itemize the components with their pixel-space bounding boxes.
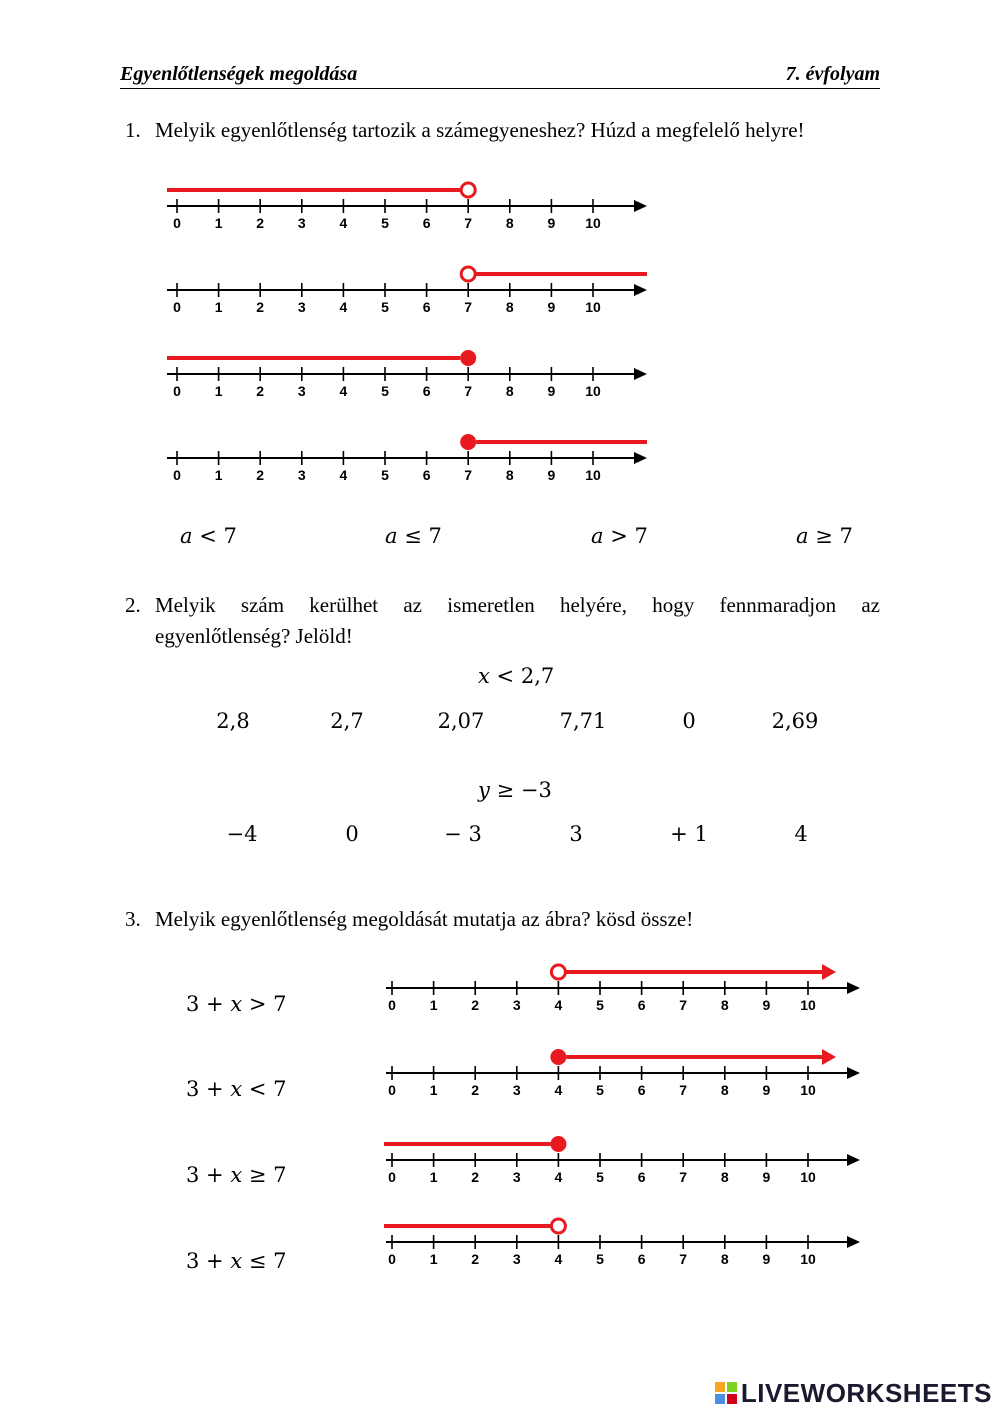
answer-var: a xyxy=(591,524,604,548)
option[interactable]: + 1 xyxy=(670,822,708,846)
tick-label: 10 xyxy=(800,997,816,1013)
ineq-var: x xyxy=(230,1249,243,1273)
ineq-val: 7 xyxy=(273,1249,287,1273)
ineq-left: 3 + xyxy=(186,1077,231,1101)
tick-label: 9 xyxy=(762,1251,771,1267)
tick-label: 0 xyxy=(173,215,181,231)
tick-label: 4 xyxy=(554,1169,563,1185)
q3-ineq-ge[interactable] xyxy=(186,1163,286,1187)
tick-label: 5 xyxy=(596,1082,604,1098)
q2-inequality-x xyxy=(478,664,554,688)
ineq-var: x xyxy=(478,664,490,688)
tick-label: 9 xyxy=(547,215,556,231)
number-line xyxy=(384,1219,860,1267)
tick-label: 8 xyxy=(505,299,514,315)
closed-point-icon xyxy=(460,434,476,450)
tick-label: 7 xyxy=(679,997,688,1013)
tick-label: 2 xyxy=(256,383,265,399)
tick-label: 9 xyxy=(547,467,556,483)
ineq-left: 3 + xyxy=(186,992,231,1016)
number-line xyxy=(384,1136,860,1185)
tick-label: 4 xyxy=(339,467,348,483)
tick-label: 6 xyxy=(637,1251,646,1267)
answer-var: a xyxy=(796,524,809,548)
number-line xyxy=(167,267,647,315)
tick-label: 1 xyxy=(429,1169,438,1185)
tick-label: 4 xyxy=(339,299,348,315)
open-point-icon xyxy=(551,1219,565,1233)
tick-label: 4 xyxy=(339,383,348,399)
answer-op: < xyxy=(199,524,217,548)
tick-label: 4 xyxy=(554,997,563,1013)
tick-label: 5 xyxy=(596,1251,604,1267)
tick-label: 8 xyxy=(720,997,729,1013)
tick-label: 3 xyxy=(512,1251,521,1267)
tick-label: 3 xyxy=(512,1169,521,1185)
tick-label: 0 xyxy=(173,467,181,483)
axis-arrow-icon xyxy=(634,200,647,212)
answer-var: a xyxy=(385,524,398,548)
tick-label: 8 xyxy=(505,383,514,399)
tick-label: 3 xyxy=(297,215,306,231)
tick-label: 10 xyxy=(585,383,601,399)
tick-label: 9 xyxy=(547,299,556,315)
option[interactable]: 2,7 xyxy=(330,709,364,733)
tick-label: 5 xyxy=(381,467,389,483)
tick-label: 0 xyxy=(173,299,181,315)
tick-label: 9 xyxy=(762,1082,771,1098)
tick-label: 7 xyxy=(679,1251,688,1267)
option[interactable]: − 3 xyxy=(444,822,482,846)
option[interactable]: −4 xyxy=(226,822,258,846)
ineq-var: x xyxy=(230,992,243,1016)
option[interactable]: 0 xyxy=(682,709,696,733)
tick-label: 4 xyxy=(554,1082,563,1098)
answer-val: 7 xyxy=(428,524,442,548)
tick-label: 5 xyxy=(596,997,604,1013)
closed-point-icon xyxy=(550,1136,566,1152)
q2-text-line2: egyenlőtlenség? Jelöld! xyxy=(155,624,353,648)
tick-label: 8 xyxy=(720,1082,729,1098)
tick-label: 7 xyxy=(464,215,473,231)
closed-point-icon xyxy=(550,1049,566,1065)
tick-label: 9 xyxy=(547,383,556,399)
tick-label: 5 xyxy=(381,383,389,399)
tick-label: 10 xyxy=(800,1251,816,1267)
tick-label: 4 xyxy=(339,215,348,231)
tick-label: 0 xyxy=(388,1169,396,1185)
q3-number: 3. xyxy=(125,907,141,931)
option[interactable]: 4 xyxy=(794,822,808,846)
ineq-var: y xyxy=(478,778,490,802)
axis-arrow-icon xyxy=(634,368,647,380)
ray-arrow-icon xyxy=(822,1049,836,1065)
tick-label: 1 xyxy=(429,1251,438,1267)
answer-op: ≥ xyxy=(815,524,833,548)
ineq-val: 7 xyxy=(273,1077,287,1101)
tick-label: 0 xyxy=(388,1082,396,1098)
option[interactable]: 3 xyxy=(569,822,583,846)
axis-arrow-icon xyxy=(634,452,647,464)
ineq-var: x xyxy=(230,1163,243,1187)
option[interactable]: 2,07 xyxy=(437,709,485,733)
number-line xyxy=(167,183,647,231)
tick-label: 1 xyxy=(429,997,438,1013)
tick-label: 1 xyxy=(429,1082,438,1098)
q3-ineq-gt[interactable] xyxy=(186,992,286,1016)
tick-label: 1 xyxy=(214,383,223,399)
tick-label: 10 xyxy=(800,1082,816,1098)
ineq-val: 7 xyxy=(273,1163,287,1187)
tick-label: 10 xyxy=(585,215,601,231)
tick-label: 0 xyxy=(173,383,181,399)
ineq-val: 7 xyxy=(273,992,287,1016)
q3-number-lines xyxy=(370,950,870,1280)
tick-label: 8 xyxy=(720,1169,729,1185)
tick-label: 5 xyxy=(381,215,389,231)
open-point-icon xyxy=(551,965,565,979)
worksheet-title: Egyenlőtlenségek megoldása xyxy=(120,63,358,85)
grade-label: 7. évfolyam xyxy=(785,63,880,85)
ineq-op: ≥ xyxy=(496,778,515,802)
page-header xyxy=(120,60,880,89)
answer-a-gt-7[interactable] xyxy=(591,524,648,548)
answer-val: 7 xyxy=(223,524,237,548)
ineq-op: ≤ xyxy=(242,1249,274,1273)
brand-name: LIVEWORKSHEETS xyxy=(740,1377,992,1408)
axis-arrow-icon xyxy=(847,1067,860,1079)
q3-ineq-le[interactable] xyxy=(186,1249,286,1273)
option[interactable]: 0 xyxy=(345,822,359,846)
tick-label: 1 xyxy=(214,299,223,315)
tick-label: 7 xyxy=(464,383,473,399)
tick-label: 6 xyxy=(422,299,431,315)
ineq-left: 3 + xyxy=(186,1163,231,1187)
tick-label: 10 xyxy=(800,1169,816,1185)
tick-label: 4 xyxy=(554,1251,563,1267)
number-line xyxy=(167,350,647,399)
tick-label: 8 xyxy=(505,467,514,483)
closed-point-icon xyxy=(460,350,476,366)
answer-a-le-7[interactable] xyxy=(385,524,442,548)
tick-label: 7 xyxy=(464,467,473,483)
tick-label: 6 xyxy=(637,997,646,1013)
tick-label: 0 xyxy=(388,1251,396,1267)
tick-label: 5 xyxy=(381,299,389,315)
number-line xyxy=(167,434,647,483)
q3-ineq-lt[interactable] xyxy=(186,1077,286,1101)
answer-a-lt-7[interactable] xyxy=(180,524,237,548)
option[interactable]: 2,8 xyxy=(216,709,250,733)
ineq-left: 3 + xyxy=(186,1249,231,1273)
ineq-op: > xyxy=(242,992,274,1016)
tick-label: 3 xyxy=(297,299,306,315)
tick-label: 3 xyxy=(512,997,521,1013)
ray-arrow-icon xyxy=(822,964,836,980)
tick-label: 2 xyxy=(256,467,265,483)
tick-label: 3 xyxy=(297,467,306,483)
tick-label: 6 xyxy=(422,383,431,399)
tick-label: 7 xyxy=(679,1169,688,1185)
tick-label: 2 xyxy=(471,1251,480,1267)
ineq-op: < xyxy=(496,664,515,688)
logo-mark-icon xyxy=(715,1382,737,1404)
tick-label: 5 xyxy=(596,1169,604,1185)
tick-label: 2 xyxy=(256,299,265,315)
q3-text: Melyik egyenlőtlenség megoldását mutatja az ábra? kösd össze! xyxy=(155,907,694,931)
option[interactable]: 2,69 xyxy=(771,709,819,733)
q1-text: Melyik egyenlőtlenség tartozik a számegyeneshez? Húzd a megfelelő helyre! xyxy=(155,118,805,142)
axis-arrow-icon xyxy=(847,1236,860,1248)
ineq-val: 2,7 xyxy=(520,664,555,688)
open-point-icon xyxy=(461,267,475,281)
tick-label: 9 xyxy=(762,1169,771,1185)
open-point-icon xyxy=(461,183,475,197)
axis-arrow-icon xyxy=(847,982,860,994)
q2-number: 2. xyxy=(125,593,141,617)
number-line xyxy=(386,964,860,1013)
tick-label: 7 xyxy=(464,299,473,315)
tick-label: 6 xyxy=(637,1169,646,1185)
tick-label: 2 xyxy=(256,215,265,231)
tick-label: 2 xyxy=(471,997,480,1013)
tick-label: 8 xyxy=(720,1251,729,1267)
answer-op: ≤ xyxy=(404,524,422,548)
tick-label: 7 xyxy=(679,1082,688,1098)
answer-var: a xyxy=(180,524,193,548)
tick-label: 3 xyxy=(297,383,306,399)
ineq-op: ≥ xyxy=(242,1163,274,1187)
q1-number-lines xyxy=(150,170,670,500)
ineq-op: < xyxy=(242,1077,274,1101)
tick-label: 3 xyxy=(512,1082,521,1098)
tick-label: 8 xyxy=(505,215,514,231)
axis-arrow-icon xyxy=(847,1154,860,1166)
tick-label: 0 xyxy=(388,997,396,1013)
tick-label: 6 xyxy=(422,215,431,231)
tick-label: 6 xyxy=(637,1082,646,1098)
ineq-val: −3 xyxy=(520,778,552,802)
option[interactable]: 7,71 xyxy=(559,709,607,733)
tick-label: 2 xyxy=(471,1082,480,1098)
axis-arrow-icon xyxy=(634,284,647,296)
q2-inequality-y xyxy=(478,778,552,802)
ineq-var: x xyxy=(230,1077,243,1101)
tick-label: 2 xyxy=(471,1169,480,1185)
tick-label: 9 xyxy=(762,997,771,1013)
tick-label: 1 xyxy=(214,467,223,483)
number-line xyxy=(386,1049,860,1098)
answer-val: 7 xyxy=(634,524,648,548)
tick-label: 6 xyxy=(422,467,431,483)
tick-label: 1 xyxy=(214,215,223,231)
answer-op: > xyxy=(610,524,628,548)
q1-number: 1. xyxy=(125,118,141,142)
liveworksheets-logo xyxy=(715,1379,992,1407)
q2-text-line1: Melyik szám kerülhet az ismeretlen helyére, hogy fennmaradjon az xyxy=(155,593,880,617)
tick-label: 10 xyxy=(585,467,601,483)
answer-a-ge-7[interactable] xyxy=(796,524,853,548)
answer-val: 7 xyxy=(839,524,853,548)
tick-label: 10 xyxy=(585,299,601,315)
